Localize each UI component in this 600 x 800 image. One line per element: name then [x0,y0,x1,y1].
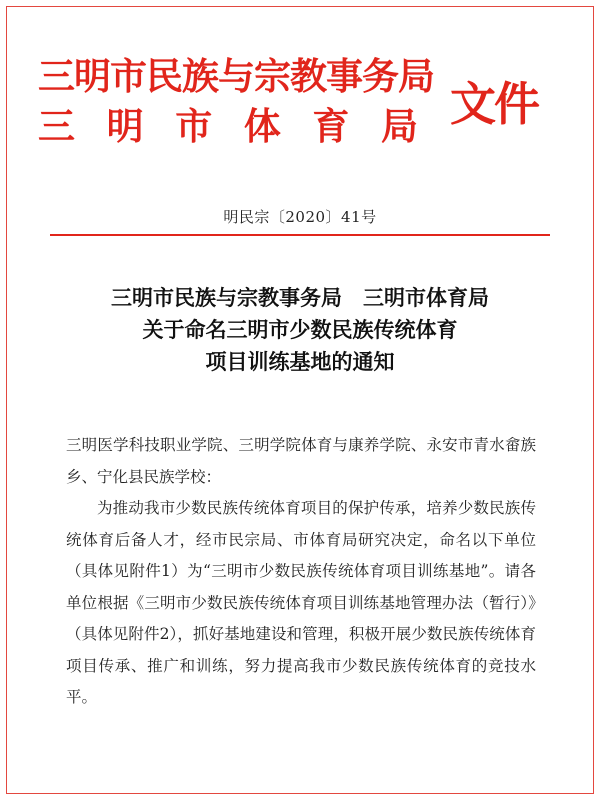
recipients: 三明医学科技职业学院、三明学院体育与康养学院、永安市青水畲族乡、宁化县民族学校： [66,436,536,486]
title-line-2: 关于命名三明市少数民族传统体育 [142,318,458,342]
issuer-char: 三 [38,105,75,148]
issuer-char: 市 [175,105,213,148]
issuer-char: 明 [106,105,144,148]
issuer-char: 育 [312,105,350,148]
issuer-line-ethnic-religious-bureau: 三明市民族与宗教事务局 [38,55,434,98]
issuer-char: 体 [243,105,281,148]
document-label: 文件 [450,77,538,131]
document-number: 明民宗〔2020〕41号 [223,208,377,226]
body-paragraph: 为推动我市少数民族传统体育项目的保护传承，培养少数民族传统体育后备人才，经市民宗局、市体育局研究决定，命名以下单位（具体见附件1）为“三明市少数民族传统体育项目训练基地”。请各单位根据《三明市少数民族传统体育项目训练基地管理办法（暂行）》（具体见附件2），抓好基地建设和管理，积极开展少数民族传统体育项目传承、推广和训练，努力提高我市少数民族传统体育的竞技水平。 [66,499,536,706]
document-title [0,282,600,378]
document-body [66,430,536,714]
issuer-char: 局 [380,105,418,148]
title-line-3: 项目训练基地的通知 [205,350,395,374]
issuer-line-sports-bureau [38,104,418,150]
title-line-1: 三明市民族与宗教事务局 三明市体育局 [111,286,489,310]
document-header [38,52,558,167]
red-separator-line [50,234,550,236]
